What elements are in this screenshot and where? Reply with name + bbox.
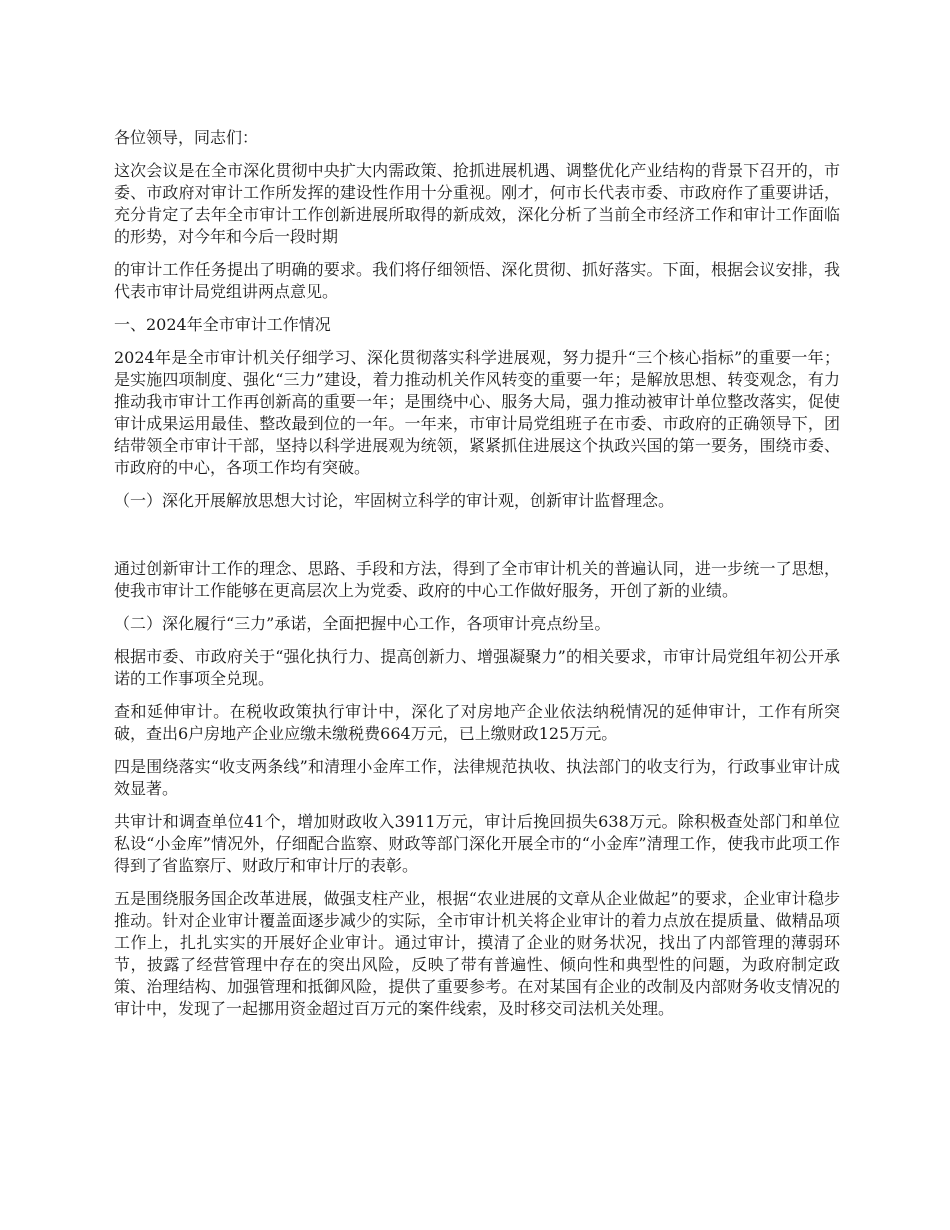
body-paragraph: 四是围绕落实“收支两条线”和清理小金库工作，法律规范执收、执法部门的收支行为，行政事业审计成效显著。 bbox=[114, 757, 840, 798]
document-page bbox=[114, 127, 840, 1031]
body-paragraph: 通过创新审计工作的理念、思路、手段和方法，得到了全市审计机关的普遍认同，进一步统一了思想，使我市审计工作能够在更高层次上为党委、政府的中心工作做好服务，开创了新的业绩。 bbox=[114, 559, 840, 600]
blank-gap bbox=[114, 523, 840, 558]
body-paragraph: 五是围绕服务国企改革进展，做强支柱产业，根据“农业进展的文章从企业做起”的要求，企业审计稳步推动。针对企业审计覆盖面逐步减少的实际，全市审计机关将企业审计的着力点放在提质量、做精品项工作上，扎扎实实的开展好企业审计。通过审计，摸清了企业的财务状况，找出了内部管理的薄弱环节，披露了经营管理中存在的突出风险，反映了带有普遍性、倾向性和典型性的问题，为政府制定政策、治理结构、加强管理和抵御风险，提供了重要参考。在对某国有企业的改制及内部财务收支情况的审计中，发现了一起挪用资金超过百万元的案件线索，及时移交司法机关处理。 bbox=[114, 889, 840, 1018]
body-paragraph: 共审计和调查单位41个，增加财政收入3911万元，审计后挽回损失638万元。除积极查处部门和单位私设“小金库”情况外，仔细配合监察、财政等部门深化开展全市的“小金库”清理工作，使我市此项工作得到了省监察厅、财政厅和审计厅的表彰。 bbox=[114, 812, 840, 875]
subsection-heading-2: （二）深化履行“三力”承诺，全面把握中心工作，各项审计亮点纷呈。 bbox=[114, 614, 611, 633]
section-heading: 一、2024年全市审计工作情况 bbox=[114, 315, 331, 334]
intro-paragraph-continued: 的审计工作任务提出了明确的要求。我们将仔细领悟、深化贯彻、抓好落实。下面，根据会议安排，我代表市审计局党组讲两点意见。 bbox=[114, 260, 840, 301]
subsection-heading-1: （一）深化开展解放思想大讨论，牢固树立科学的审计观，创新审计监督理念。 bbox=[114, 491, 675, 510]
body-paragraph: 查和延伸审计。在税收政策执行审计中，深化了对房地产企业依法纳税情况的延伸审计，工作有所突破，查出6户房地产企业应缴未缴税费664万元，已上缴财政125万元。 bbox=[114, 702, 840, 743]
intro-paragraph: 这次会议是在全市深化贯彻中央扩大内需政策、抢抓进展机遇、调整优化产业结构的背景下召开的，市委、市政府对审计工作所发挥的建设性作用十分重视。刚才，何市长代表市委、市政府作了重要讲话，充分肯定了去年全市审计工作创新进展所取得的新成效，深化分析了当前全市经济工作和审计工作面临的形势，对今年和今后一段时期 bbox=[114, 161, 840, 246]
body-paragraph: 根据市委、市政府关于“强化执行力、提高创新力、增强凝聚力”的相关要求，市审计局党组年初公开承诺的工作事项全兑现。 bbox=[114, 647, 840, 688]
salutation: 各位领导，同志们： bbox=[114, 128, 259, 147]
overview-paragraph: 2024年是全市审计机关仔细学习、深化贯彻落实科学进展观，努力提升“三个核心指标”的重要一年；是实施四项制度、强化“三力”建设，着力推动机关作风转变的重要一年；是解放思想、转变观念，有力推动我市审计工作再创新高的重要一年；是围绕中心、服务大局，强力推动被审计单位整改落实，促使审计成果运用最佳、整改最到位的一年。一年来，市审计局党组班子在市委、市政府的正确领导下，团结带领全市审计干部，坚持以科学进展观为统领，紧紧抓住进展这个执政兴国的第一要务，围绕市委、市政府的中心，各项工作均有突破。 bbox=[114, 348, 840, 477]
